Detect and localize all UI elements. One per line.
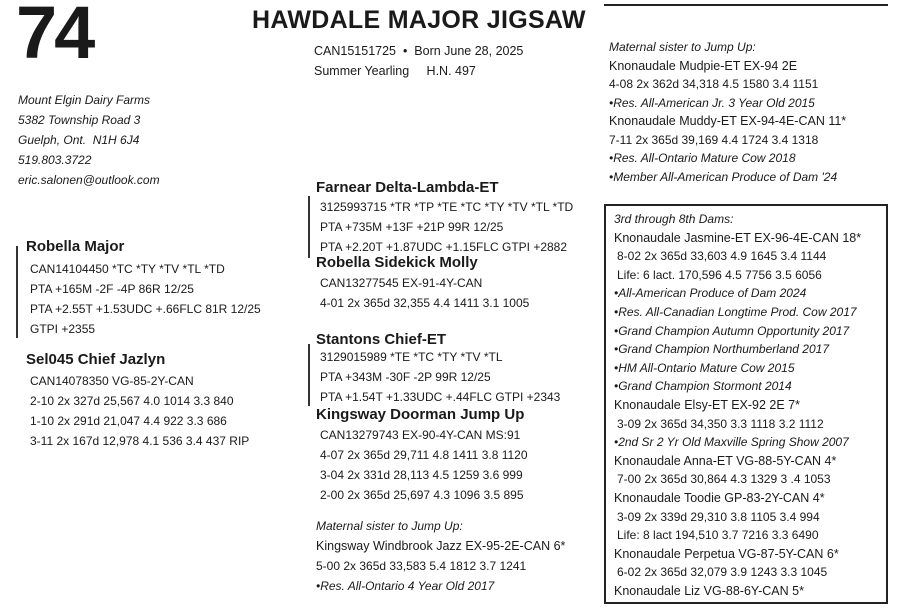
dam-details — [30, 371, 249, 451]
ancestor-dam-name: Knonaudale Jasmine-ET EX-96-4E-CAN 18* — [614, 230, 862, 245]
dam-line: CAN14078350 VG-85-2Y-CAN — [30, 374, 194, 388]
dam-sire-line: 3129015989 *TE *TC *TY *TV *TL — [320, 350, 503, 364]
sire-details — [30, 259, 261, 339]
sister-name: Knonaudale Muddy-ET EX-94-4E-CAN 11* — [609, 114, 847, 128]
sister-award: •Res. All-Ontario Mature Cow 2018 — [609, 151, 796, 165]
dam-dam-details — [320, 425, 528, 505]
sister-extra-award: •Member All-American Produce of Dam '24 — [609, 169, 838, 184]
dam-block — [26, 351, 165, 368]
ancestor-dams-box — [604, 204, 888, 604]
sire-sire-line: PTA +735M +13F +21P 99R 12/25 — [320, 220, 504, 234]
maternal-sister-record: 5-00 2x 365d 33,583 5.4 1812 3.7 1241 — [316, 559, 527, 573]
dam-dam-name: Kingsway Doorman Jump Up — [316, 406, 525, 423]
sire-dam-block — [316, 254, 478, 271]
sire-line: PTA +2.55T +1.53UDC +.66FLC 81R 12/25 — [30, 302, 261, 316]
registration-info — [314, 41, 523, 81]
dam-sire-line: PTA +1.54T +1.33UDC +.44FLC GTPI +2343 — [320, 390, 561, 404]
ancestor-dams-heading: 3rd through 8th Dams: — [614, 212, 734, 226]
ancestor-dam-name: Knonaudale Liz VG-88-6Y-CAN 5* — [614, 583, 804, 598]
ancestor-dam-award: •All-American Produce of Dam 2024 — [614, 286, 807, 301]
sire-name: Robella Major — [26, 238, 125, 255]
dam-dam-line: 4-07 2x 365d 29,711 4.8 1411 3.8 1120 — [320, 448, 528, 462]
ancestor-dam-record: 6-02 2x 365d 32,079 3.9 1243 3.3 1045 — [617, 565, 828, 580]
dam-line: 3-11 2x 167d 12,978 4.1 536 3.4 437 RIP — [30, 434, 250, 448]
sire-sire-block — [316, 179, 499, 196]
ancestor-dam-award: •Grand Champion Stormont 2014 — [614, 379, 792, 394]
dam-sire-block — [316, 331, 446, 348]
ancestor-dam-award: •Res. All-Canadian Longtime Prod. Cow 2017 — [614, 304, 857, 319]
ancestor-dam-record: 3-09 2x 339d 29,310 3.8 1105 3.4 994 — [617, 509, 820, 524]
maternal-sister-heading: Maternal sister to Jump Up: — [316, 519, 463, 533]
ancestor-dam-record: 7-00 2x 365d 30,864 4.3 1329 3 .4 1053 — [617, 472, 831, 487]
ancestor-dam-award: •Grand Champion Autumn Opportunity 2017 — [614, 323, 850, 338]
dam-dam-line: CAN13279743 EX-90-4Y-CAN MS:91 — [320, 428, 521, 442]
maternal-sister-name: Kingsway Windbrook Jazz EX-95-2E-CAN 6* — [316, 539, 566, 553]
sire-sire-line: PTA +2.20T +1.87UDC +1.15FLC GTPI +2882 — [320, 240, 568, 254]
ancestor-dam-name: Knonaudale Perpetua VG-87-5Y-CAN 6* — [614, 546, 839, 561]
sire-sire-name: Farnear Delta-Lambda-ET — [316, 179, 499, 196]
maternal-sister-bottom — [316, 516, 565, 596]
dam-dam-block — [316, 406, 524, 423]
ancestor-dam-name: Knonaudale Anna-ET VG-88-5Y-CAN 4* — [614, 453, 837, 468]
ancestor-dam-record: 8-02 2x 365d 33,603 4.9 1645 3.4 1144 — [617, 249, 827, 264]
dam-line: 2-10 2x 327d 25,567 4.0 1014 3.3 840 — [30, 394, 234, 408]
sister-record: 4-08 2x 362d 34,318 4.5 1580 3.4 1151 — [609, 77, 819, 91]
dam-sire-name: Stantons Chief-ET — [316, 331, 446, 348]
dam-line: 1-10 2x 291d 21,047 4.4 922 3.3 686 — [30, 414, 227, 428]
sire-dam-line: CAN13277545 EX-91-4Y-CAN — [320, 276, 483, 290]
sister-name: Knonaudale Mudpie-ET EX-94 2E — [609, 58, 798, 73]
ancestor-dam-name: Knonaudale Elsy-ET EX-92 2E 7* — [614, 397, 800, 412]
sire-sire-bracket — [308, 196, 310, 258]
sire-dam-name: Robella Sidekick Molly — [316, 254, 478, 271]
ancestor-dam-record: Life: 6 lact. 170,596 4.5 7756 3.5 6056 — [617, 267, 822, 282]
dam-dam-line: 2-00 2x 365d 25,697 4.3 1096 3.5 895 — [320, 488, 524, 502]
maternal-sister-award: •Res. All-Ontario 4 Year Old 2017 — [316, 579, 495, 593]
consignor-email[interactable]: eric.salonen@outlook.com — [18, 173, 160, 187]
sire-dam-details — [320, 273, 529, 313]
sister-record: 7-11 2x 365d 39,169 4.4 1724 3.4 1318 — [609, 132, 819, 147]
sire-dam-line: 4-01 2x 365d 32,355 4.4 1411 3.1 1005 — [320, 296, 530, 310]
animal-name: HAWDALE MAJOR JIGSAW — [252, 6, 586, 34]
sire-line: CAN14104450 *TC *TY *TV *TL *TD — [30, 262, 225, 276]
dam-sire-line: PTA +343M -30F -2P 99R 12/25 — [320, 370, 491, 384]
ancestor-dams-list — [614, 210, 861, 600]
dam-dam-line: 3-04 2x 331d 28,113 4.5 1259 3.6 999 — [320, 468, 523, 482]
sire-sire-details — [320, 197, 573, 257]
maternal-sister-top-heading: Maternal sister to Jump Up: — [609, 40, 756, 54]
sister-award: •Res. All-American Jr. 3 Year Old 2015 — [609, 95, 815, 110]
ancestor-dam-award: •Grand Champion Northumberland 2017 — [614, 342, 829, 357]
sire-sire-line: 3125993715 *TR *TP *TE *TC *TY *TV *TL *TD — [320, 200, 574, 214]
consignor-farm: Mount Elgin Dairy Farms — [18, 93, 151, 107]
sire-bracket — [16, 246, 18, 338]
header-divider — [604, 4, 888, 6]
ancestor-dam-record: 3-09 2x 365d 34,350 3.3 1118 3.2 1112 — [617, 416, 824, 431]
registration-line2: Summer Yearling H.N. 497 — [314, 64, 476, 78]
maternal-sister-top — [609, 38, 846, 186]
consignor-phone: 519.803.3722 — [18, 153, 92, 167]
sire-line: PTA +165M -2F -4P 86R 12/25 — [30, 282, 194, 296]
ancestor-dam-award: •HM All-Ontario Mature Cow 2015 — [614, 360, 795, 375]
ancestor-dam-record: Life: 8 lact 194,510 3.7 7216 3.3 6490 — [617, 528, 819, 543]
dam-sire-details — [320, 347, 560, 407]
sire-line: GTPI +2355 — [30, 322, 96, 336]
ancestor-dam-name: Knonaudale Toodie GP-83-2Y-CAN 4* — [614, 490, 825, 505]
dam-sire-bracket — [308, 344, 310, 406]
dam-name: Sel045 Chief Jazlyn — [26, 351, 166, 368]
sire-block — [26, 238, 124, 255]
consignor-block — [18, 90, 160, 190]
ancestor-dams-lines — [614, 229, 861, 601]
consignor-address1: 5382 Township Road 3 — [18, 113, 141, 127]
registration-line1: CAN15151725 • Born June 28, 2025 — [314, 44, 524, 58]
consignor-address2: Guelph, Ont. N1H 6J4 — [18, 133, 140, 147]
lot-number: 74 — [16, 0, 93, 74]
ancestor-dam-award: •2nd Sr 2 Yr Old Maxville Spring Show 2007 — [614, 435, 849, 450]
